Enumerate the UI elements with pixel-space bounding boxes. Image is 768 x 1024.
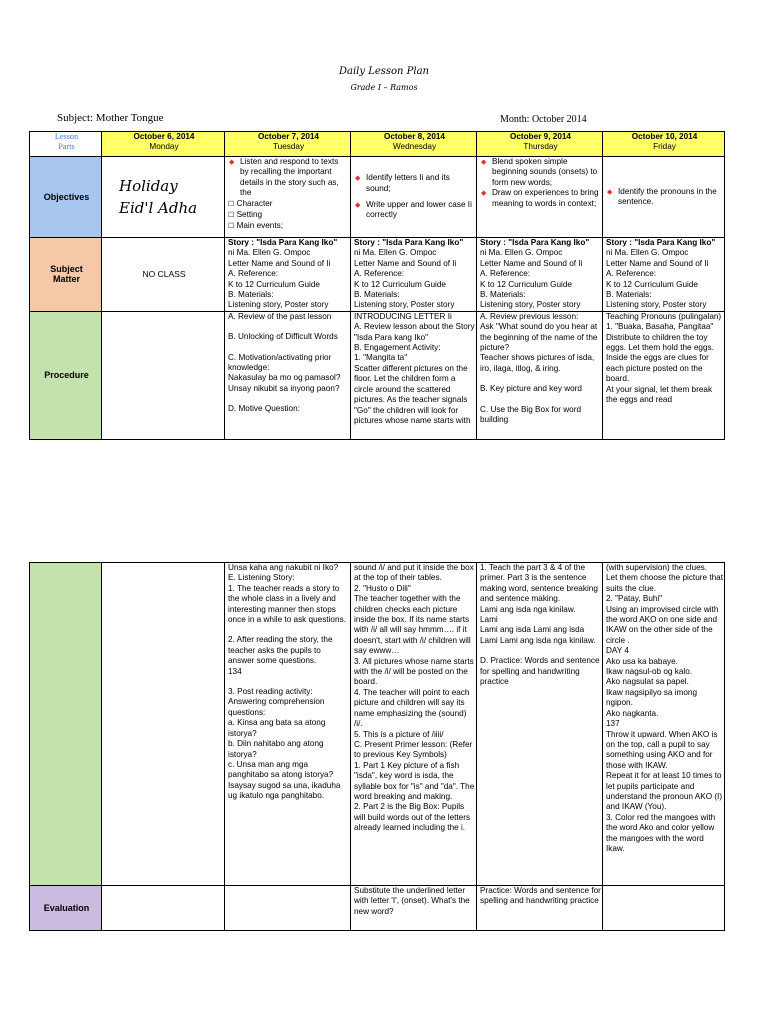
bullet-icon: ◆ xyxy=(607,188,613,196)
text-line xyxy=(228,322,349,332)
procedure-wednesday xyxy=(351,311,477,439)
text-line: Ikaw nagsipilyo sa imong ngipon. xyxy=(606,687,698,708)
text-line: DAY 4 xyxy=(606,646,629,656)
objectives-friday: ◆ Identify the pronouns in the sentence. xyxy=(603,157,725,238)
text-line: 137 xyxy=(606,719,620,729)
header-tuesday: October 7, 2014 Tuesday xyxy=(225,132,351,157)
text-line: b. Diin nahitabo ang atong istorya? xyxy=(228,739,324,759)
label-procedure: Procedure xyxy=(30,311,102,439)
bullet-icon: ◆ xyxy=(229,159,235,166)
text-line: Teaching Pronouns (pulingalan) xyxy=(606,311,722,321)
text-line: Inside the eggs are clues for each picture posted on the board. xyxy=(606,353,709,384)
text-line: 1. The teacher reads a story to the whole class in a lively and interesting manner then stops once in a while to ask questions. xyxy=(228,583,346,625)
header-monday: October 6, 2014 Monday xyxy=(102,132,225,157)
label-objectives: Objectives xyxy=(30,157,102,238)
text-line: Let them choose the picture that suits the clue. xyxy=(606,573,723,593)
text-line xyxy=(480,374,601,384)
text-line: 134 xyxy=(228,666,242,676)
text-line: B. Key picture and key word xyxy=(480,384,582,394)
objectives-wednesday: ◆ Identify letters Ii and its sound; ◆ Write upper and lower case Ii correctly xyxy=(351,157,477,238)
procedure-continued-monday xyxy=(102,563,225,886)
procedure-monday xyxy=(102,311,225,439)
evaluation-monday xyxy=(102,886,225,931)
text-line: Teacher shows pictures of isda, iro, ilaga, itlog, & iring. xyxy=(480,353,595,373)
procedure-continued-thursday xyxy=(477,563,603,886)
evaluation-friday xyxy=(603,886,725,931)
header-wednesday: October 8, 2014 Wednesday xyxy=(351,132,477,157)
text-line: Throw it upward. When AKO is on the top, call a pupil to say something using AKO and for those with IKAW. xyxy=(606,729,718,770)
procedure-friday xyxy=(603,311,725,439)
text-line xyxy=(480,646,601,656)
bullet-icon: ◆ xyxy=(355,202,361,209)
procedure-tuesday xyxy=(225,311,351,439)
text-line: D. Motive Question: xyxy=(228,404,300,414)
text-line: C. Motivation/activating prior knowledge: xyxy=(228,352,332,373)
text-line: 2. "Husto o Dili" xyxy=(354,583,411,593)
text-line: 5. This is a picture of /iiii/ xyxy=(354,729,444,739)
text-line: Lami xyxy=(480,615,498,625)
text-line: Ask "What sound do you hear at the beginning of the name of the picture? xyxy=(480,322,598,353)
text-line: 3. Post reading activity: Answering comprehension questions: xyxy=(228,687,325,717)
objectives-tuesday: ◆ Listen and respond to texts by recalling the important details in the story such as, the ☐ Character ☐ Setting ☐ Main events; xyxy=(225,157,351,238)
subject-matter-wednesday: Story : "Isda Para Kang Iko" ni Ma. Ellen G. Ompoc Letter Name and Sound of Ii A. Reference: K to 12 Curriculum Guide B. Materials: Listening story, Poster story xyxy=(351,238,477,312)
text-line: Using an improvised circle with the word AKO on one side and IKAW on the other side of the circle . xyxy=(606,604,719,645)
text-line: C. Present Primer lesson: (Refer to previous Key Symbols) xyxy=(354,739,473,760)
text-line xyxy=(480,395,601,405)
text-line: 2. Part 2 is the Big Box: Pupils will build words out of the letters already learned including the i. xyxy=(354,802,471,833)
month-label: Month: October 2014 xyxy=(500,114,587,125)
text-line xyxy=(228,677,349,687)
text-line: D. Practice: Words and sentence for spelling and handwriting practice xyxy=(480,656,600,687)
subject-label: Subject: Mother Tongue xyxy=(57,112,164,124)
text-line: B. Unlocking of Difficult Words xyxy=(228,332,338,342)
text-line: At your signal, let them break the eggs and read xyxy=(606,384,713,405)
text-line: Nakasulay ba mo og pamasol? Unsay nikubit sa inyong paon? xyxy=(228,373,341,393)
text-line: c. Unsa man ang mga panghitabo sa atong istorya? Isaysay sugod sa una, ikaduha ug ikatulo nga panghitabo. xyxy=(228,759,341,801)
text-line xyxy=(228,394,349,404)
text-line: Ikaw nagsul-ob og kalo. xyxy=(606,667,693,677)
text-line xyxy=(228,343,349,353)
text-line: 4. The teacher will point to each picture and children will say its name emphasizing the (sound) /i/. xyxy=(354,687,470,729)
text-line: E. Listening Story: xyxy=(228,573,295,583)
evaluation-tuesday xyxy=(225,886,351,931)
text-line: A. Review lesson about the Story "Isda Para kang Iko" xyxy=(354,322,475,342)
text-line: Practice: Words and sentence for spelling and handwriting practice xyxy=(480,886,601,906)
header-thursday: October 9, 2014 Thursday xyxy=(477,132,603,157)
text-line: Ako usa ka babaye. xyxy=(606,656,678,666)
doc-subtitle: Grade I – Ramos xyxy=(350,83,418,92)
text-line: A. Review of the past lesson xyxy=(228,311,332,321)
text-line: 1. Teach the part 3 & 4 of the primer. Part 3 is the sentence making word, sentence breaking and sentence making. xyxy=(480,563,598,604)
subject-matter-monday: NO CLASS xyxy=(102,238,225,312)
text-line: INTRODUCING LETTER Ii xyxy=(354,311,452,321)
text-line: C. Use the Big Box for word building xyxy=(480,404,582,425)
bullet-icon: ◆ xyxy=(481,159,487,166)
text-line: Ako nagkanta. xyxy=(606,708,659,718)
text-line: Lami Lami ang isda nga kinilaw. xyxy=(480,635,596,645)
text-line: 1. "Mangita ta" xyxy=(354,353,408,363)
procedure-thursday xyxy=(477,311,603,439)
text-line: Unsa kaha ang nakubit ni Iko? xyxy=(228,563,339,572)
label-evaluation: Evaluation xyxy=(30,886,102,931)
text-line: B. Engagement Activity: xyxy=(354,343,441,353)
objectives-thursday: ◆ Blend spoken simple beginning sounds (onsets) to form new words; ◆ Draw on experiences to bring meaning to words in context; xyxy=(477,157,603,238)
text-line: sound /i/ and put it inside the box at the top of their tables. xyxy=(354,563,474,583)
header-friday: October 10, 2014 Friday xyxy=(603,132,725,157)
text-line: Substitute the underlined letter with letter 'I', (onset). What's the new word? xyxy=(354,886,470,916)
text-line: Lami ang isda nga kinilaw. xyxy=(480,604,576,614)
checkbox-icon: ☐ xyxy=(228,212,235,220)
bullet-icon: ◆ xyxy=(481,190,487,198)
text-line xyxy=(228,625,349,635)
text-line: 3. All pictures whose name starts with the /i/ will be posted on the board. xyxy=(354,656,474,687)
label-subject-matter: Subject Matter xyxy=(30,238,102,312)
objectives-monday: Holiday Eid'l Adha xyxy=(102,157,225,238)
lesson-plan-table-2 xyxy=(29,562,725,931)
evaluation-thursday xyxy=(477,886,603,931)
subject-matter-friday: Story : "Isda Para Kang Iko" ni Ma. Ellen G. Ompoc Letter Name and Sound of Ii A. Reference: K to 12 Curriculum Guide B. Materials: Listening story, Poster story xyxy=(603,238,725,312)
header-lesson-parts: Lesson Parts xyxy=(30,132,102,157)
text-line: 1. Part 1 Key picture of a fish "isda", key word is isda, the syllable box for "is" and "da". The word breaking and making. xyxy=(354,760,475,801)
text-line: 2. After reading the story, the teacher asks the pupils to answer some questions. xyxy=(228,635,333,666)
checkbox-icon: ☐ xyxy=(228,223,235,231)
bullet-icon: ◆ xyxy=(355,175,361,183)
evaluation-wednesday xyxy=(351,886,477,931)
text-line: (with supervision) the clues. xyxy=(606,563,708,572)
lesson-plan-table-1 xyxy=(29,131,725,440)
procedure-continued-label xyxy=(30,563,102,886)
text-line: 1. "Buaka, Basaha, Pangitaa" xyxy=(606,322,714,332)
text-line: Scatter different pictures on the floor. Let the children form a circle around the scattered pictures. As the teacher signals "Go" the children will look for pictures whose name starts with xyxy=(354,363,471,425)
text-line: 3. Color red the mangoes with the word Ako and color yellow the mangoes with the word Ikaw. xyxy=(606,812,716,853)
procedure-continued-wednesday xyxy=(351,563,477,886)
text-line: a. Kinsa ang bata sa atong istorya? xyxy=(228,718,326,738)
text-line: Repeat it for at least 10 times to let pupils participate and understand the pronoun AKO (I) and IKAW (You). xyxy=(606,771,723,812)
text-line: Distribute to children the toy eggs. Let them hold the eggs. xyxy=(606,332,714,353)
text-line: Lami ang isda Lami ang isda xyxy=(480,625,585,635)
doc-title: Daily Lesson Plan xyxy=(339,66,429,77)
text-line: A. Review previous lesson: xyxy=(480,311,579,321)
checkbox-icon: ☐ xyxy=(228,200,235,208)
text-line: 2. "Patay, Buhi" xyxy=(606,594,663,604)
procedure-continued-friday xyxy=(603,563,725,886)
procedure-continued-tuesday xyxy=(225,563,351,886)
subject-matter-thursday: Story : "Isda Para Kang Iko" ni Ma. Ellen G. Ompoc Letter Name and Sound of Ii A. Reference: K to 12 Curriculum Guide B. Materials: Listening story, Poster story xyxy=(477,238,603,312)
subject-matter-tuesday: Story : "Isda Para Kang Iko" ni Ma. Ellen G. Ompoc Letter Name and Sound of Ii A. Reference: K to 12 Curriculum Guide B. Materials: Listening story, Poster story xyxy=(225,238,351,312)
text-line: Ako nagsulat sa papel. xyxy=(606,677,689,687)
text-line: The teacher together with the children checks each picture inside the box. If its name starts with /i/ all will say hmmm…. if it doesn't, start with /i/ children will say ewww… xyxy=(354,594,471,656)
